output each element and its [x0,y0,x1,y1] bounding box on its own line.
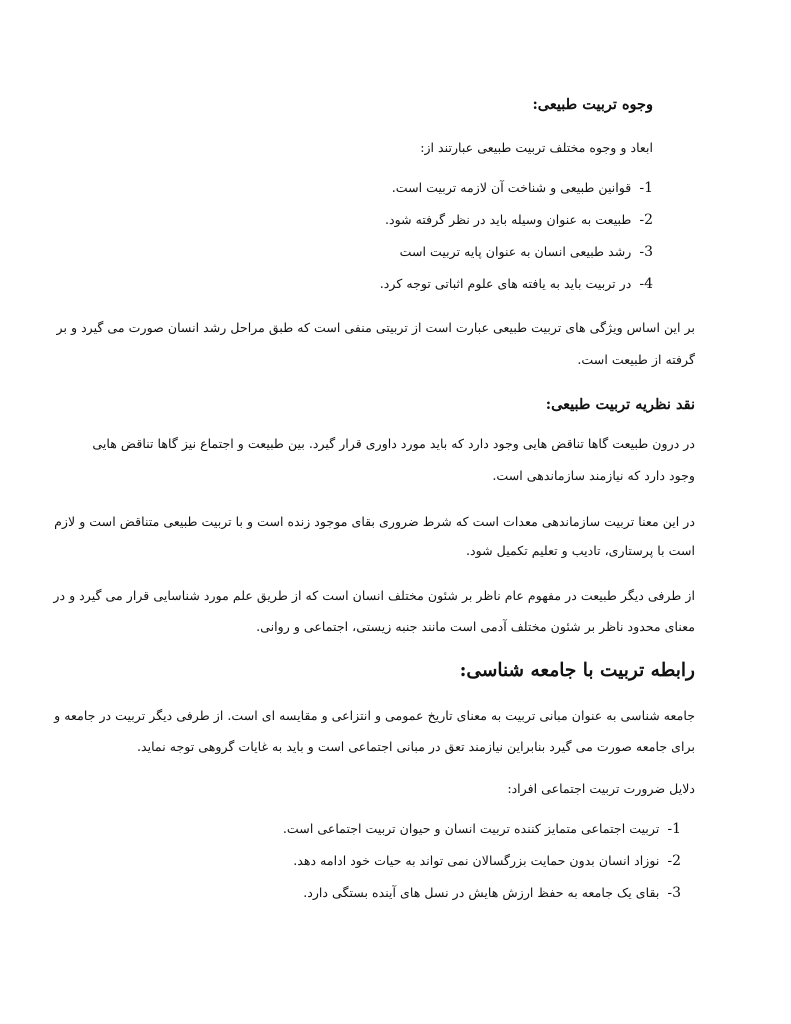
list-number: 1 - [667,821,681,837]
paragraph-line: برای جامعه صورت می گیرد بنابراین نیازمند تعق در مبانی اجتماعی است و باید به غایات گروهی توجه نماید. [136,739,695,754]
list-number: 2 - [667,853,681,869]
list-text: قوانین طبیعی و شناخت آن لازمه تربیت است. [391,180,632,195]
section-intro: ابعاد و وجوه مختلف تربیت طبیعی عبارتند از: [420,140,653,155]
paragraph-line: بر این اساس ویژگی های تربیت طبیعی عبارت است از تربیتی منفی است که طبق مراحل رشد انسان صورت می گیرد و بر [56,320,695,335]
list-text: در تربیت باید به یافته های علوم اثباتی توجه کرد. [379,276,632,291]
list-number: 1 - [639,180,653,196]
list-number: 3 - [667,885,681,901]
paragraph-line: وجود دارد که نیازمند سازماندهی است. [492,468,695,483]
list-text: بقای یک جامعه به حفظ ارزش هایش در نسل های آینده بستگی دارد. [303,885,660,900]
paragraph-line: معنای محدود ناظر بر شئون مختلف آدمی است مانند جنبه زیستی، اجتماعی و روانی. [256,619,695,634]
paragraph-line: گرفته از طبیعت است. [577,352,695,367]
paragraph-line: جامعه شناسی به عنوان مبانی تربیت به معنای تاریخ عمومی و انتزاعی و مقایسه ای است. از طرفی دیگر تربیت در جامعه و [54,708,695,723]
section-heading-sociology: رابطه تربیت با جامعه شناسی: [459,660,695,681]
list-text: طبیعت به عنوان وسیله باید در نظر گرفته شود. [384,212,632,227]
list-item [380,276,653,292]
list-number: 2 - [639,212,653,228]
list-item [293,853,681,869]
list-item [392,180,653,196]
paragraph-line: در این معنا تربیت سازماندهی معدات است که شرط ضروری بقای موجود زنده است و با تربیت طبیعی متناقض است و لازم [54,514,695,529]
list-text: نوزاد انسان بدون حمایت بزرگسالان نمی تواند به حیات خود ادامه دهد. [293,853,660,868]
paragraph-line: از طرفی دیگر طبیعت در مفهوم عام ناظر بر شئون مختلف انسان است که از طریق علم مورد شناسایی قرار می گیرد و در [53,588,695,603]
section-heading-critique: نقد نظریه تربیت طبیعی: [545,396,695,413]
section-heading-natural-education-aspects: وجوه تربیت طبیعی: [532,96,653,113]
list-item [385,212,653,228]
list-text: رشد طبیعی انسان به عنوان پایه تربیت است [399,244,632,259]
paragraph-line: است با پرستاری، تادیب و تعلیم تکمیل شود. [465,543,695,558]
section-intro: دلایل ضرورت تربیت اجتماعی افراد: [507,781,695,796]
list-item [283,821,681,837]
list-number: 4 - [639,276,653,292]
list-item [400,244,653,260]
list-text: تربیت اجتماعی متمایز کننده تربیت انسان و حیوان تربیت اجتماعی است. [282,821,660,836]
paragraph-line: در درون طبیعت گاها تناقض هایی وجود دارد که باید مورد داوری قرار گیرد. بین طبیعت و اجتماع نیز گاها تناقض هایی [92,436,695,451]
list-item [303,885,681,901]
list-number: 3 - [639,244,653,260]
